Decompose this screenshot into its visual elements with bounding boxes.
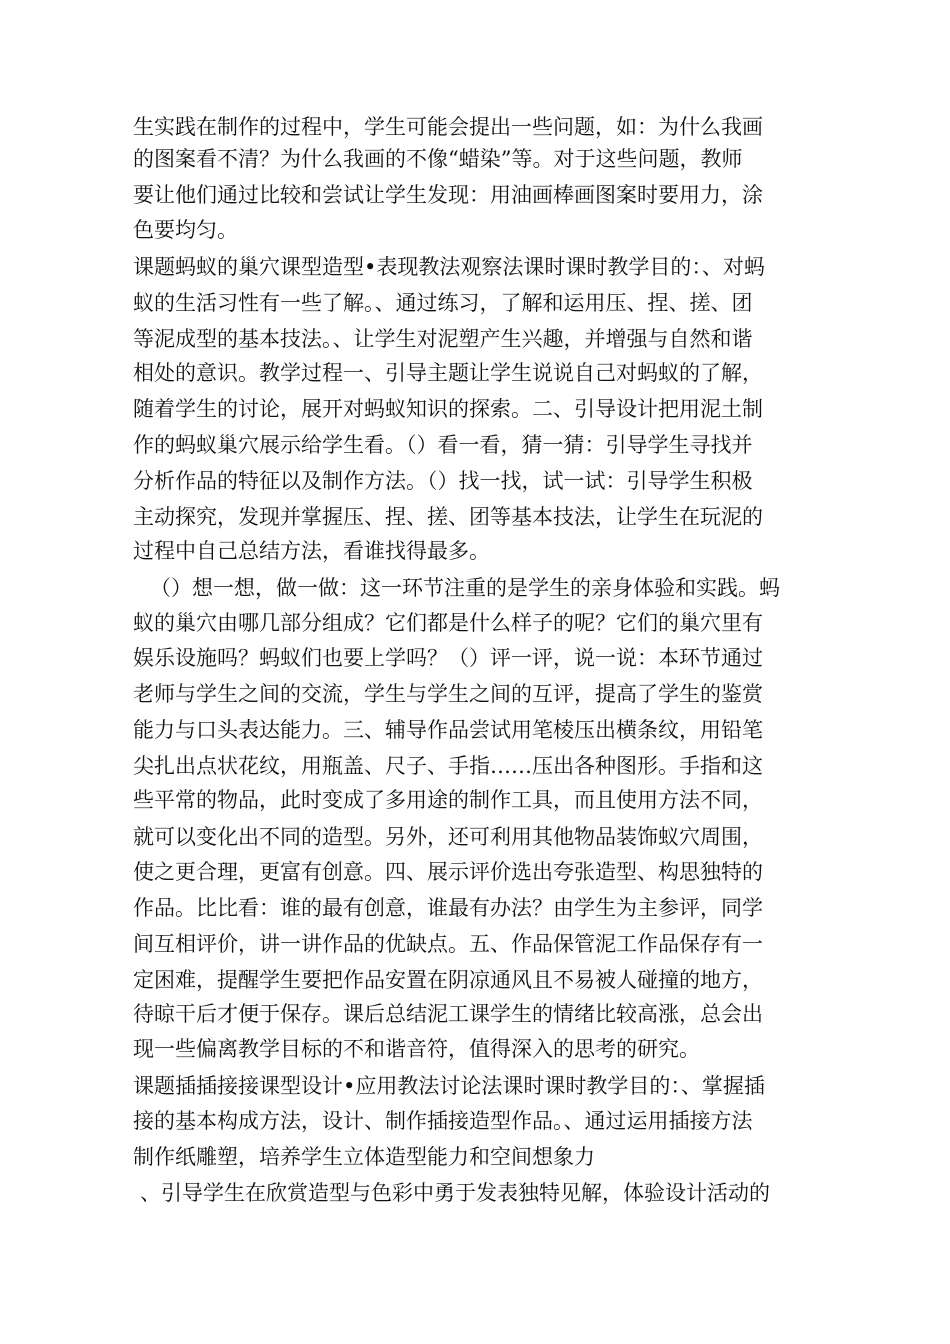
text-line: 尖扎出点状花纹，用瓶盖、尺子、手指……压出各种图形。手指和这 [133, 754, 763, 778]
text-line: 作的蚂蚁巢穴展示给学生看。（）看一看，猜一猜：引导学生寻找并 [133, 433, 753, 457]
text-line: 、引导学生在欣赏造型与色彩中勇于发表独特见解，体验设计活动的 [140, 1181, 770, 1205]
text-line: 待晾干后才便于保存。课后总结泥工课学生的情绪比较高涨，总会出 [133, 1002, 763, 1026]
text-line: 现一些偏离教学目标的不和谐音符，值得深入的思考的研究。 [133, 1037, 700, 1061]
text-line: 课题插插接接课型设计•应用教法讨论法课时课时教学目的：、掌握插 [133, 1074, 765, 1098]
text-line: 要让他们通过比较和尝试让学生发现：用油画棒画图案时要用力，涂 [133, 183, 763, 207]
text-line: 能力与口头表达能力。三、辅导作品尝试用笔棱压出横条纹，用铅笔 [133, 718, 763, 742]
text-line: 随着学生的讨论，展开对蚂蚁知识的探索。二、引导设计把用泥土制 [133, 397, 763, 421]
text-line: 些平常的物品，此时变成了多用途的制作工具，而且使用方法不同， [133, 788, 763, 812]
text-line: 老师与学生之间的交流，学生与学生之间的互评，提高了学生的鉴赏 [133, 682, 763, 706]
text-line: 主动探究，发现并掌握压、捏、搓、团等基本技法，让学生在玩泥的 [133, 505, 763, 529]
text-line: 接的基本构成方法，设计、制作插接造型作品。、通过运用插接方法 [133, 1109, 753, 1133]
text-line: 蚁的巢穴由哪几部分组成？它们都是什么样子的呢？它们的巢穴里有 [133, 611, 763, 635]
text-line: 色要均匀。 [133, 218, 238, 242]
text-line: 分析作品的特征以及制作方法。（）找一找，试一试：引导学生积极 [133, 469, 753, 493]
text-line: 娱乐设施吗？蚂蚁们也要上学吗？（）评一评，说一说：本环节通过 [133, 646, 763, 670]
text-line: （）想一想，做一做：这一环节注重的是学生的亲身体验和实践。蚂 [150, 576, 780, 600]
text-line: 相处的意识。教学过程一、引导主题让学生说说自己对蚂蚁的了解， [133, 361, 763, 385]
text-line: 使之更合理，更富有创意。四、展示评价选出夸张造型、构思独特的 [133, 860, 763, 884]
text-line: 定困难，提醒学生要把作品安置在阴凉通风且不易被人碰撞的地方， [133, 968, 763, 992]
text-line: 过程中自己总结方法，看谁找得最多。 [133, 539, 490, 563]
text-line: 间互相评价，讲一讲作品的优缺点。五、作品保管泥工作品保存有一 [133, 932, 763, 956]
text-line: 蚁的生活习性有一些了解。、通过练习，了解和运用压、捏、搓、团 [133, 291, 753, 315]
text-line: 作品。比比看：谁的最有创意，谁最有办法？由学生为主参评，同学 [133, 896, 763, 920]
text-line: 制作纸雕塑，培养学生立体造型能力和空间想象力 [133, 1145, 595, 1169]
text-line: 课题蚂蚁的巢穴课型造型•表现教法观察法课时课时教学目的：、对蚂 [133, 255, 765, 279]
text-line: 就可以变化出不同的造型。另外，还可利用其他物品装饰蚁穴周围， [133, 825, 763, 849]
text-line: 的图案看不清？为什么我画的不像“蜡染”等。对于这些问题，教师 [133, 147, 743, 171]
text-line: 生实践在制作的过程中，学生可能会提出一些问题，如：为什么我画 [133, 115, 763, 139]
text-line: 等泥成型的基本技法。、让学生对泥塑产生兴趣，并增强与自然和谐 [133, 327, 753, 351]
